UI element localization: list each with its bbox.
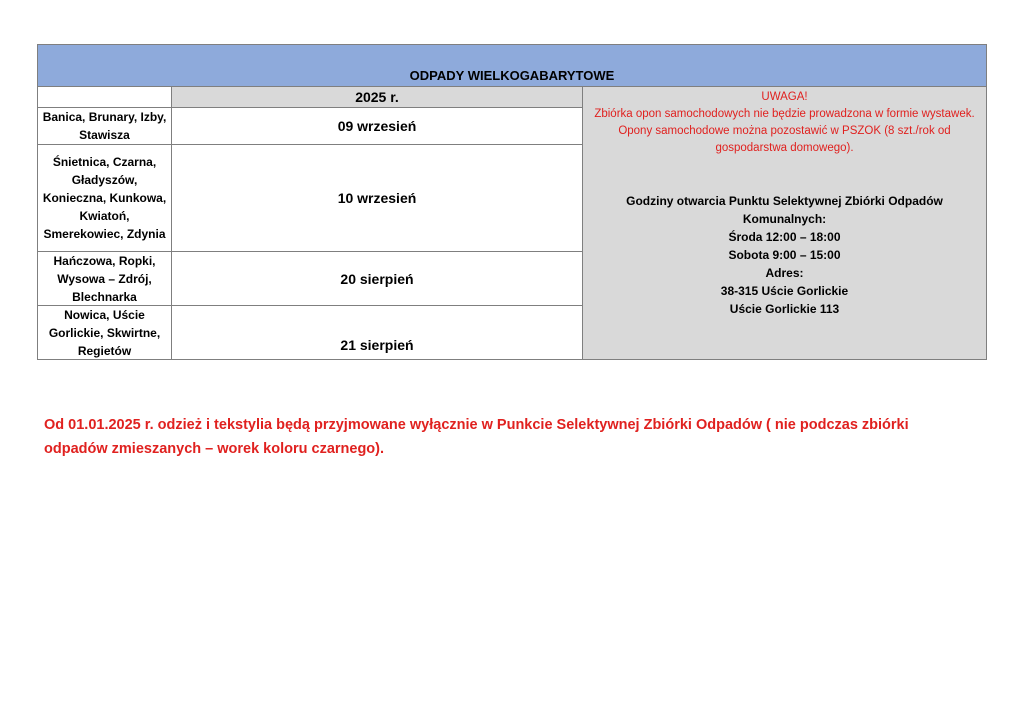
empty-corner-cell <box>37 86 172 108</box>
row-3-locations: Hańczowa, Ropki, Wysowa – Zdrój, Blechnarka <box>37 251 172 306</box>
address-line-2: Uście Gorlickie 113 <box>729 302 840 316</box>
warning-text: Zbiórka opon samochodowych nie będzie prowadzona w formie wystawek. Opony samochodowe można pozostawić w PSZOK (8 szt./rok od gospodarstwa domowego). <box>594 108 975 154</box>
row-2-locations: Śnietnica, Czarna, Gładyszów, Konieczna, Kunkowa, Kwiatoń, Smerekowiec, Zdynia <box>37 144 172 252</box>
address-line-1: 38-315 Uście Gorlickie <box>720 284 849 298</box>
table-title: ODPADY WIELKOGABARYTOWE <box>37 44 987 87</box>
address-label: Adres: <box>765 266 804 280</box>
row-2-date: 10 wrzesień <box>171 144 583 252</box>
textile-notice: Od 01.01.2025 r. odzież i tekstylia będą przyjmowane wyłącznie w Punkcie Selektywnej Zbiórki Odpadów ( nie podczas zbiórki odpadów zmieszanych – worek koloru czarnego). <box>44 417 909 457</box>
hours-saturday: Sobota 9:00 – 15:00 <box>728 248 841 262</box>
row-3-date: 20 sierpień <box>171 251 583 306</box>
row-1-locations: Banica, Brunary, Izby, Stawisza <box>37 107 172 145</box>
warning-title: UWAGA! <box>761 91 808 103</box>
waste-schedule-table <box>37 44 987 360</box>
row-1-date: 09 wrzesień <box>171 107 583 145</box>
hours-title: Godziny otwarcia Punktu Selektywnej Zbiórki Odpadów Komunalnych: <box>626 194 943 226</box>
row-4-date: 21 sierpień <box>171 305 583 360</box>
hours-wednesday: Środa 12:00 – 18:00 <box>728 230 841 244</box>
row-4-locations: Nowica, Uście Gorlickie, Skwirtne, Regietów <box>37 305 172 360</box>
info-panel <box>582 86 987 360</box>
year-header: 2025 r. <box>171 86 583 108</box>
